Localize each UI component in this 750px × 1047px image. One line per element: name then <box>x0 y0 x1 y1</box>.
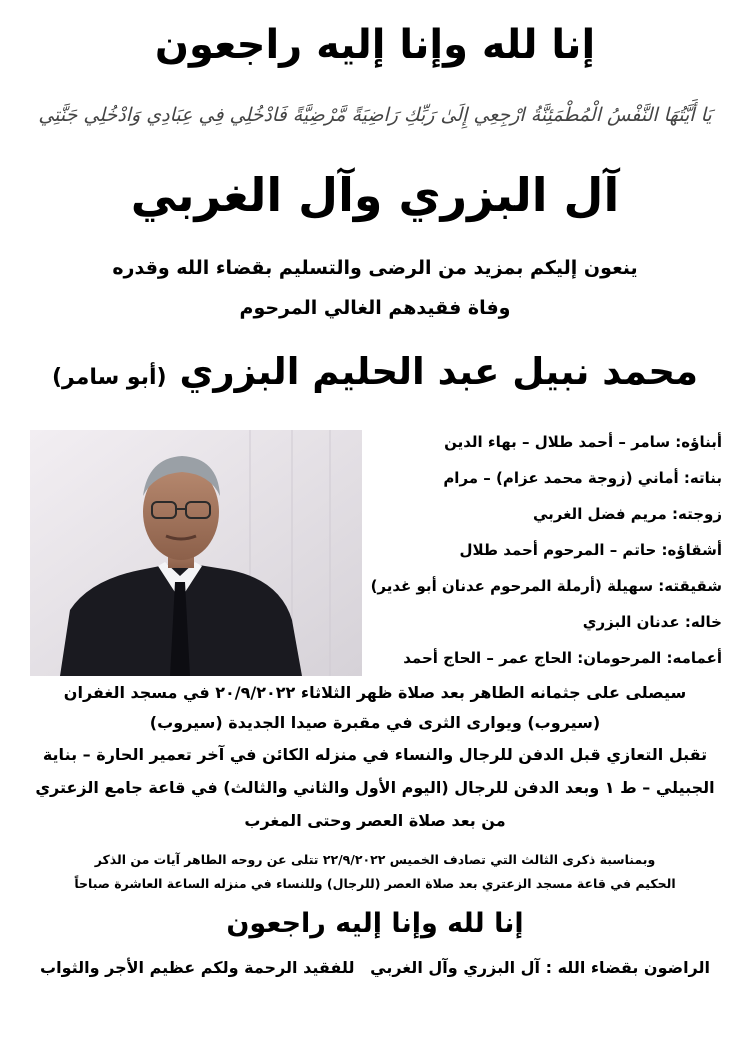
family-names: آل البزري وآل الغربي <box>130 168 620 222</box>
relatives-daughters: بناته: أماني (زوجة محمد عزام) – مرام <box>443 469 722 487</box>
intro-line-1: ينعون إليكم بمزيد من الرضى والتسليم بقضاء الله وقدره <box>112 257 638 279</box>
deceased-portrait <box>30 430 362 676</box>
funeral-details <box>18 678 732 738</box>
deceased-name-heading <box>0 350 750 393</box>
funeral-line-1: سيصلى على جثمانه الطاهر بعد صلاة ظهر الثلاثاء ٢٠/٩/٢٠٢٢ في مسجد الغفران <box>63 683 687 702</box>
condolences-line-1: تقبل التعازي قبل الدفن للرجال والنساء في منزله الكائن في آخر تعمير الحارة – بناية <box>42 745 708 764</box>
portrait-photo-icon <box>30 430 362 676</box>
condolences-line-2: الجبيلي – ط ١ وبعد الدفن للرجال (اليوم الأول والثاني والثالث) في قاعة جامع الزعتري <box>35 778 715 797</box>
footer-prayer: للفقيد الرحمة ولكم عظيم الأجر والثواب <box>40 958 355 977</box>
header-title: إنا لله وإنا إليه راجعون <box>154 22 596 68</box>
relatives-list <box>362 424 722 676</box>
relatives-maternal-uncle: خاله: عدنان البزري <box>582 613 722 631</box>
third-day-line-2: الحكيم في قاعة مسجد الزعتري بعد صلاة العصر (للرجال) وللنساء في منزله الساعة العاشرة صباحاً <box>74 876 676 891</box>
relatives-paternal-uncles: أعمامه: المرحومان: الحاج عمر – الحاج أحمد <box>403 649 722 667</box>
third-day-line-1: وبمناسبة ذكرى الثالث التي تصادف الخميس ٢٢/٩/٢٠٢٢ تتلى عن روحه الطاهر آيات من الذكر <box>94 852 656 867</box>
relatives-brothers: أشقاؤه: حاتم – المرحوم أحمد طلال <box>459 541 722 559</box>
closing-phrase: إنا لله وإنا إليه راجعون <box>226 908 524 939</box>
quran-verse: يَا أَيَّتُهَا النَّفْسُ الْمُطْمَئِنَّةُ ارْجِعِي إِلَىٰ رَبِّكِ رَاضِيَةً مَّرْضِيَّةً فَادْخُلِي فِي عِبَادِي وَادْخُلِي جَنَّتِي <box>38 104 712 126</box>
condolences-line-3: من بعد صلاة العصر وحتى المغرب <box>244 811 506 830</box>
deceased-kunya: (أبو سامر) <box>52 365 167 390</box>
relatives-sons: أبناؤه: سامر – أحمد طلال – بهاء الدين <box>444 433 722 451</box>
footer-mourners: الراضون بقضاء الله : آل البزري وآل الغربي <box>370 958 710 977</box>
relatives-sister: شقيقته: سهيلة (أرملة المرحوم عدنان أبو غدير) <box>370 577 722 595</box>
third-day-details <box>18 848 732 896</box>
relatives-wife: زوجته: مريم فضل الغربي <box>532 505 722 523</box>
deceased-name: محمد نبيل عبد الحليم البزري <box>179 350 698 393</box>
funeral-line-2: (سيروب) ويوارى الثرى في مقبرة صيدا الجديدة (سيروب) <box>149 713 601 732</box>
condolences-details <box>18 738 732 837</box>
intro-line-2: وفاة فقيدهم الغالي المرحوم <box>239 297 511 319</box>
